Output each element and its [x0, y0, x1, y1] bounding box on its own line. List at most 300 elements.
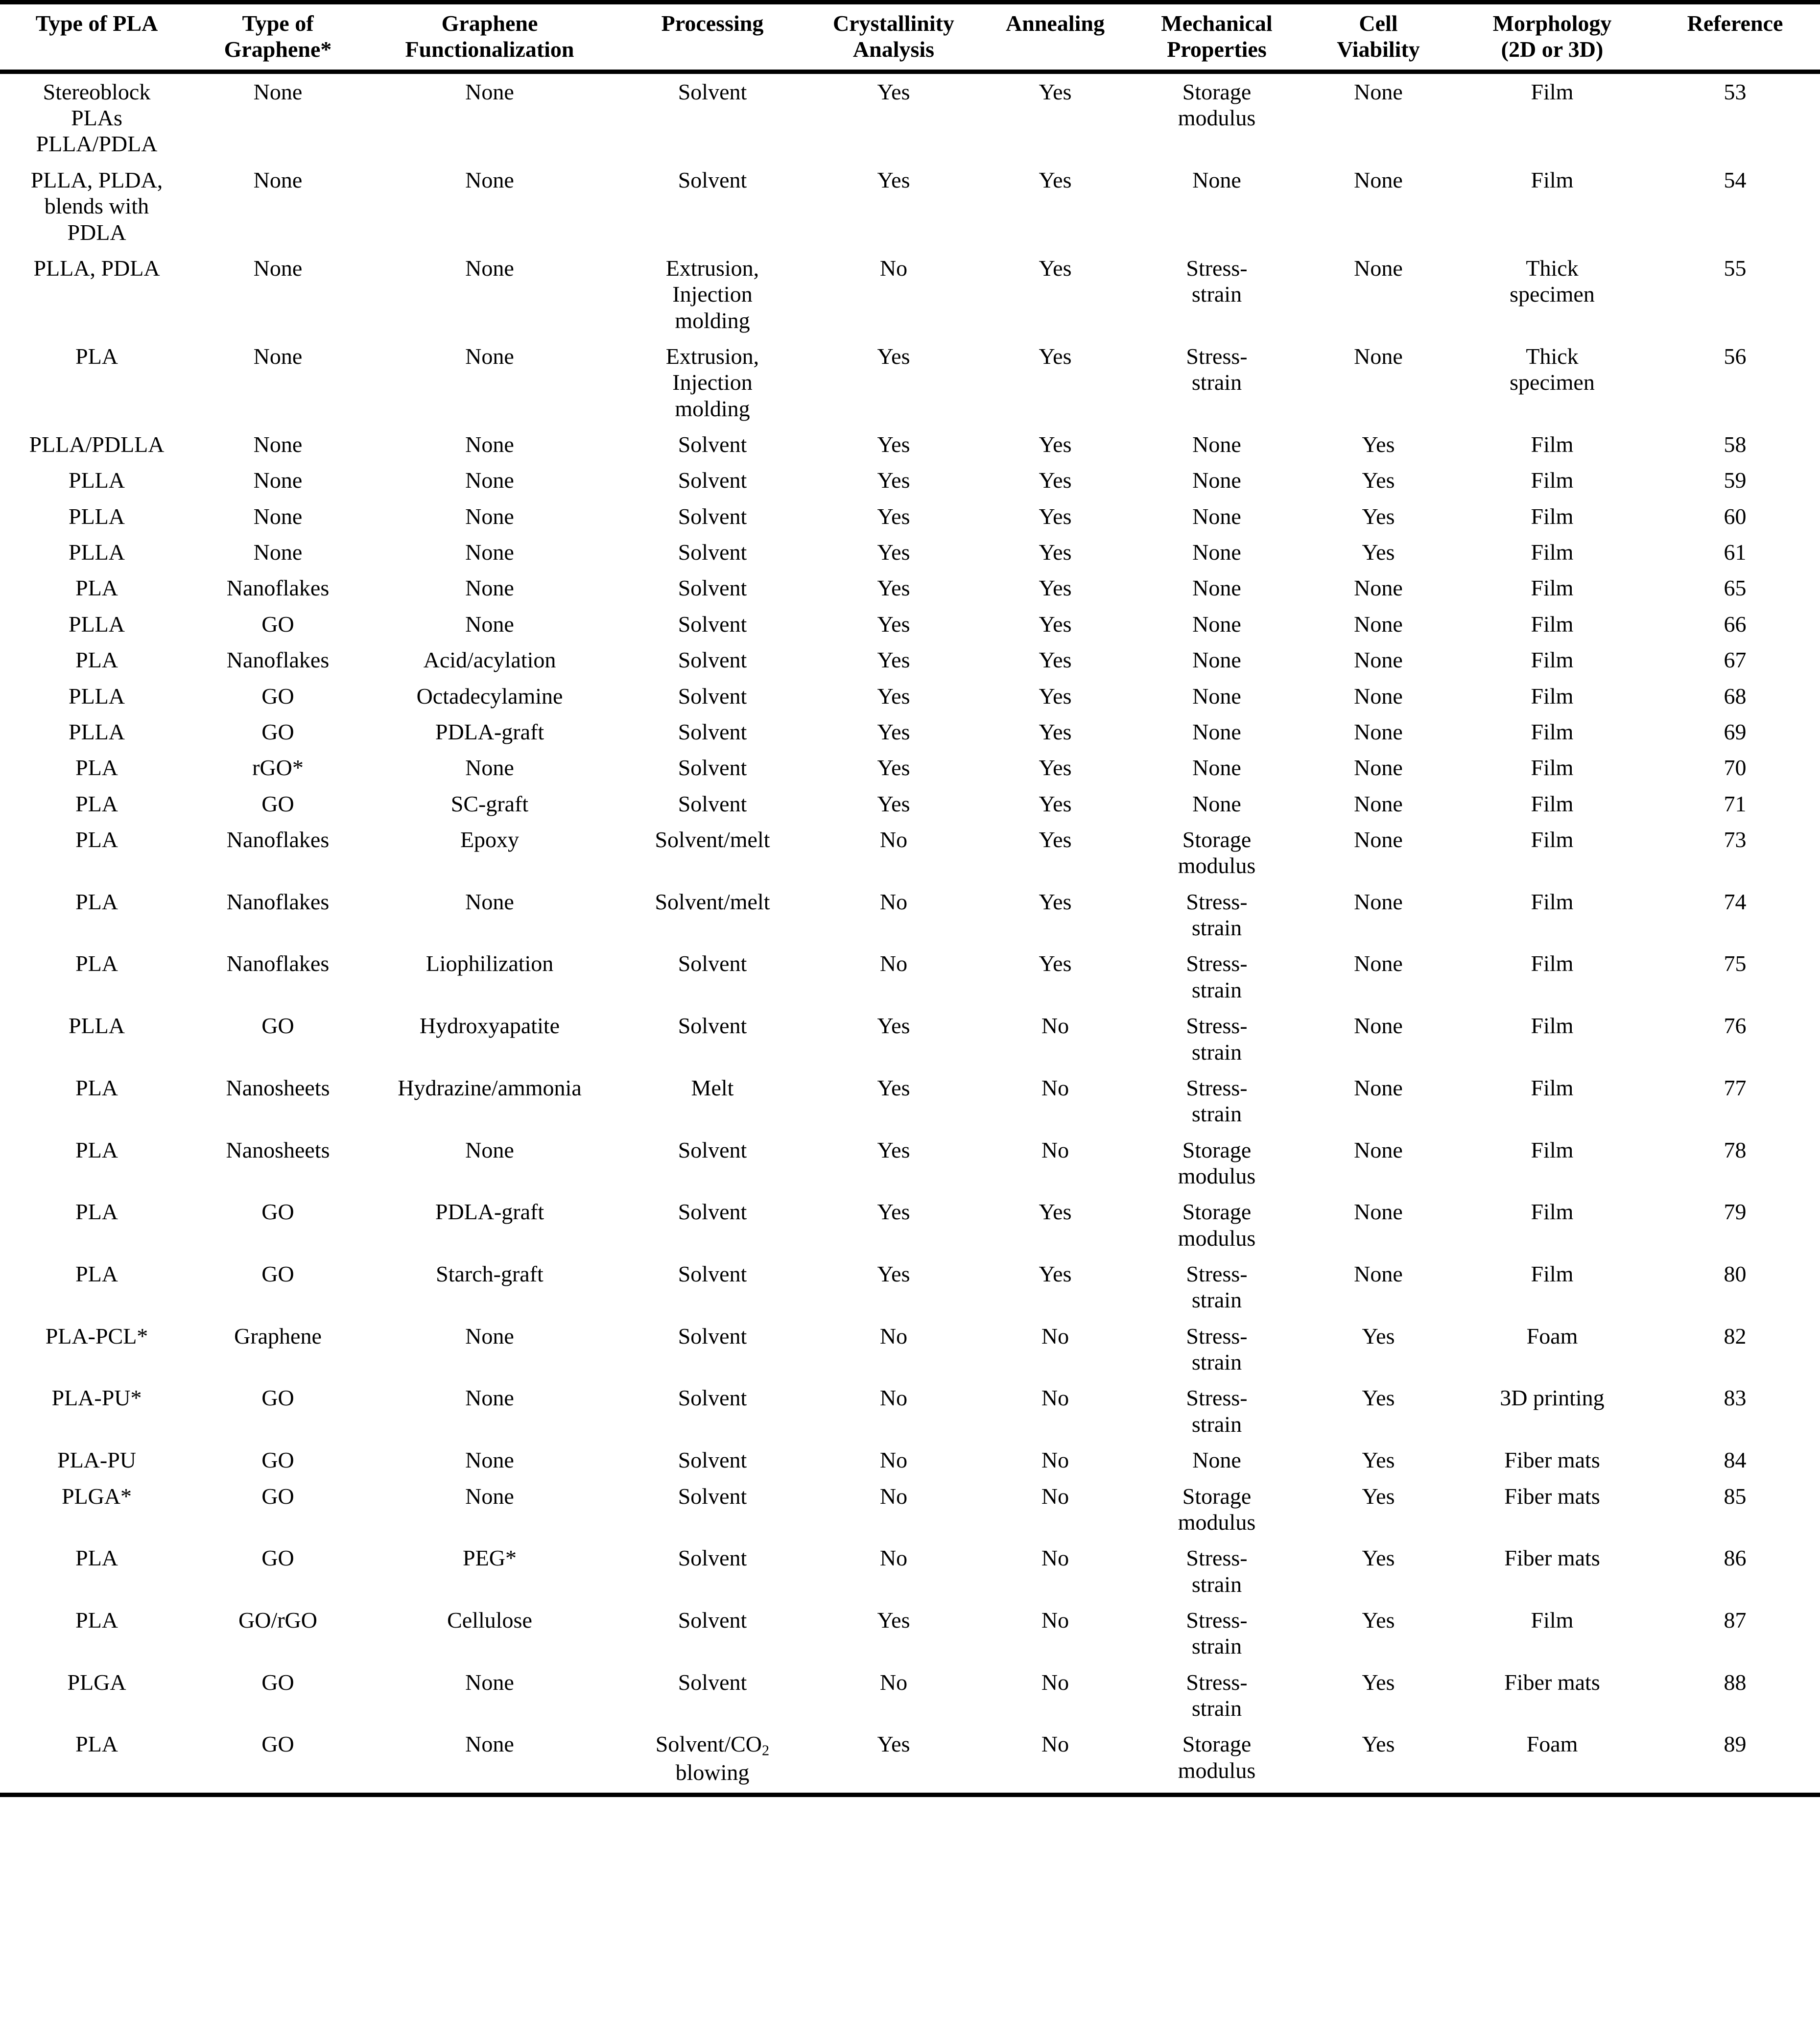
cell-line: PLLA, PLDA, — [30, 167, 163, 192]
cell-processing — [617, 678, 808, 714]
cell-type_of_pla — [0, 1256, 193, 1318]
cell-line: Yes — [1039, 540, 1072, 565]
cell-line: Film — [1531, 575, 1574, 601]
cell-type_of_pla — [0, 1602, 193, 1664]
cell-line: None — [465, 755, 514, 781]
cell-line: 87 — [1724, 1607, 1747, 1633]
cell-processing — [617, 884, 808, 946]
cell-line: No — [879, 1545, 908, 1571]
cell-line: GO — [261, 1385, 294, 1411]
cell-crystallinity_analysis — [808, 462, 979, 498]
cell-line: strain — [1191, 1411, 1242, 1437]
cell-type_of_graphene — [193, 1132, 362, 1194]
cell-crystallinity_analysis — [808, 71, 979, 162]
cell-cell_viability — [1302, 498, 1454, 534]
column-header-mechanical_properties — [1131, 2, 1302, 72]
cell-line: PLLA/PDLLA — [29, 432, 165, 457]
cell-line: 65 — [1724, 575, 1747, 601]
cell-line: Yes — [1039, 889, 1072, 914]
cell-processing — [617, 338, 808, 426]
cell-processing — [617, 1442, 808, 1478]
cell-line: PDLA-graft — [435, 1199, 544, 1225]
cell-cell_viability — [1302, 1478, 1454, 1540]
cell-line: Film — [1531, 1137, 1574, 1162]
cell-morphology — [1454, 462, 1650, 498]
cell-mechanical_properties — [1131, 606, 1302, 642]
cell-line: Nanoflakes — [226, 889, 330, 914]
cell-mechanical_properties — [1131, 1478, 1302, 1540]
cell-line: None — [465, 167, 514, 192]
cell-line: No — [1041, 1323, 1069, 1349]
cell-cell_viability — [1302, 786, 1454, 822]
cell-type_of_pla — [0, 534, 193, 570]
cell-line: Yes — [1039, 611, 1072, 637]
cell-morphology — [1454, 498, 1650, 534]
cell-line: Yes — [877, 1261, 910, 1287]
cell-line: Yes — [1362, 1669, 1395, 1695]
cell-line: No — [1041, 1731, 1069, 1757]
cell-processing — [617, 1380, 808, 1442]
cell-line: GO — [261, 1483, 294, 1509]
cell-type_of_graphene — [193, 1726, 362, 1795]
cell-line: Storage — [1182, 1137, 1252, 1162]
table-row — [0, 426, 1820, 462]
cell-type_of_pla — [0, 1380, 193, 1442]
cell-crystallinity_analysis — [808, 1318, 979, 1380]
cell-line: molding — [675, 396, 750, 421]
cell-processing — [617, 570, 808, 606]
cell-reference — [1650, 678, 1820, 714]
cell-reference — [1650, 1318, 1820, 1380]
cell-line: None — [253, 79, 303, 104]
cell-annealing — [979, 570, 1131, 606]
cell-line: Yes — [877, 647, 910, 673]
cell-reference — [1650, 1478, 1820, 1540]
cell-type_of_graphene — [193, 1380, 362, 1442]
cell-line: None — [1354, 683, 1403, 709]
cell-line: Hydrazine/ammonia — [398, 1075, 582, 1100]
cell-line: Epoxy — [460, 827, 520, 852]
cell-processing — [617, 1256, 808, 1318]
cell-morphology — [1454, 250, 1650, 338]
cell-line: 71 — [1724, 791, 1747, 816]
cell-annealing — [979, 750, 1131, 785]
cell-line: GO — [261, 683, 294, 709]
cell-morphology — [1454, 570, 1650, 606]
cell-mechanical_properties — [1131, 338, 1302, 426]
table-row — [0, 1478, 1820, 1540]
cell-graphene_functionalization — [362, 1380, 617, 1442]
cell-line: None — [1354, 951, 1403, 976]
cell-line: None — [465, 432, 514, 457]
cell-mechanical_properties — [1131, 1664, 1302, 1727]
cell-type_of_pla — [0, 606, 193, 642]
cell-cell_viability — [1302, 1318, 1454, 1380]
cell-annealing — [979, 498, 1131, 534]
cell-line: rGO* — [252, 755, 304, 781]
cell-line: Yes — [1039, 575, 1072, 601]
cell-line: None — [465, 889, 514, 914]
column-header-morphology — [1454, 2, 1650, 72]
cell-line: None — [1354, 1075, 1403, 1100]
cell-line: Fiber mats — [1504, 1545, 1600, 1571]
cell-line: molding — [675, 308, 750, 333]
cell-line: Foam — [1526, 1731, 1578, 1757]
cell-reference — [1650, 462, 1820, 498]
cell-morphology — [1454, 1008, 1650, 1070]
table-row — [0, 1442, 1820, 1478]
cell-crystallinity_analysis — [808, 534, 979, 570]
cell-morphology — [1454, 786, 1650, 822]
cell-processing — [617, 642, 808, 678]
cell-processing — [617, 1194, 808, 1256]
cell-annealing — [979, 1540, 1131, 1602]
cell-line: PLLA — [69, 503, 125, 529]
cell-line: None — [1192, 647, 1241, 673]
cell-line: Yes — [877, 1013, 910, 1039]
cell-graphene_functionalization — [362, 1602, 617, 1664]
cell-line: Stereoblock — [43, 79, 151, 104]
cell-crystallinity_analysis — [808, 884, 979, 946]
cell-processing — [617, 71, 808, 162]
cell-line: Film — [1531, 683, 1574, 709]
cell-line: GO/rGO — [238, 1607, 317, 1633]
cell-line: Film — [1531, 1261, 1574, 1287]
cell-reference — [1650, 822, 1820, 884]
cell-morphology — [1454, 1478, 1650, 1540]
cell-type_of_graphene — [193, 338, 362, 426]
cell-type_of_graphene — [193, 678, 362, 714]
cell-line: PLA — [75, 575, 118, 601]
cell-type_of_pla — [0, 1318, 193, 1380]
cell-morphology — [1454, 1070, 1650, 1132]
cell-cell_viability — [1302, 462, 1454, 498]
cell-line: Yes — [1039, 167, 1072, 192]
cell-cell_viability — [1302, 1540, 1454, 1602]
cell-line: Yes — [1039, 827, 1072, 852]
cell-line: None — [465, 255, 514, 281]
cell-line: PLA-PU* — [51, 1385, 142, 1411]
cell-line: 79 — [1724, 1199, 1747, 1225]
cell-crystallinity_analysis — [808, 1540, 979, 1602]
cell-crystallinity_analysis — [808, 1380, 979, 1442]
cell-line: GO — [261, 1447, 294, 1473]
cell-graphene_functionalization — [362, 1194, 617, 1256]
cell-processing — [617, 1602, 808, 1664]
cell-line: No — [1041, 1607, 1069, 1633]
cell-mechanical_properties — [1131, 250, 1302, 338]
cell-line: Yes — [877, 791, 910, 816]
column-header-line: Processing — [661, 11, 764, 36]
cell-cell_viability — [1302, 1380, 1454, 1442]
cell-annealing — [979, 71, 1131, 162]
cell-line: GO — [261, 1669, 294, 1695]
cell-reference — [1650, 71, 1820, 162]
cell-processing — [617, 498, 808, 534]
cell-line: 75 — [1724, 951, 1747, 976]
cell-line: strain — [1191, 1350, 1242, 1375]
cell-cell_viability — [1302, 822, 1454, 884]
cell-annealing — [979, 786, 1131, 822]
cell-annealing — [979, 1602, 1131, 1664]
cell-line: PLLA — [69, 468, 125, 493]
cell-line: 56 — [1724, 343, 1747, 369]
cell-annealing — [979, 1008, 1131, 1070]
cell-morphology — [1454, 1664, 1650, 1727]
column-header-graphene_functionalization — [362, 2, 617, 72]
cell-line: Melt — [691, 1075, 734, 1100]
cell-annealing — [979, 462, 1131, 498]
cell-morphology — [1454, 750, 1650, 785]
column-header-line: Cell — [1359, 11, 1398, 36]
cell-line: 53 — [1724, 79, 1747, 104]
cell-mechanical_properties — [1131, 750, 1302, 785]
cell-line: None — [465, 1385, 514, 1411]
cell-line: PLA — [75, 1607, 118, 1633]
cell-line: None — [465, 1669, 514, 1695]
cell-line: Stress- — [1186, 1323, 1248, 1349]
cell-type_of_pla — [0, 1540, 193, 1602]
cell-line: Solvent — [678, 1447, 747, 1473]
table-row — [0, 1664, 1820, 1727]
cell-mechanical_properties — [1131, 642, 1302, 678]
cell-line: PLA-PCL* — [45, 1323, 148, 1349]
cell-line: strain — [1191, 915, 1242, 941]
cell-mechanical_properties — [1131, 1318, 1302, 1380]
cell-line: Fiber mats — [1504, 1447, 1600, 1473]
cell-reference — [1650, 338, 1820, 426]
cell-crystallinity_analysis — [808, 822, 979, 884]
cell-annealing — [979, 1256, 1131, 1318]
cell-line: Film — [1531, 1013, 1574, 1039]
cell-morphology — [1454, 1380, 1650, 1442]
cell-processing — [617, 1318, 808, 1380]
cell-processing — [617, 1478, 808, 1540]
cell-line: No — [879, 1483, 908, 1509]
table-row — [0, 786, 1820, 822]
cell-cell_viability — [1302, 1602, 1454, 1664]
cell-type_of_pla — [0, 1008, 193, 1070]
cell-annealing — [979, 426, 1131, 462]
cell-crystallinity_analysis — [808, 750, 979, 785]
cell-type_of_pla — [0, 786, 193, 822]
cell-line: None — [1354, 827, 1403, 852]
cell-line: Yes — [1039, 343, 1072, 369]
table-row — [0, 606, 1820, 642]
cell-line: Stress- — [1186, 889, 1248, 914]
cell-graphene_functionalization — [362, 786, 617, 822]
cell-line: 60 — [1724, 503, 1747, 529]
cell-line: No — [879, 1669, 908, 1695]
cell-reference — [1650, 1132, 1820, 1194]
cell-graphene_functionalization — [362, 606, 617, 642]
cell-type_of_graphene — [193, 714, 362, 750]
cell-line: modulus — [1178, 1509, 1256, 1535]
cell-morphology — [1454, 678, 1650, 714]
cell-morphology — [1454, 1442, 1650, 1478]
cell-line: Nanosheets — [226, 1075, 330, 1100]
cell-mechanical_properties — [1131, 1070, 1302, 1132]
cell-line: Solvent — [678, 683, 747, 709]
cell-annealing — [979, 534, 1131, 570]
cell-line: Yes — [877, 540, 910, 565]
cell-line: 86 — [1724, 1545, 1747, 1571]
column-header-line: (2D or 3D) — [1501, 37, 1604, 62]
cell-line: Yes — [1362, 432, 1395, 457]
cell-line: PLGA* — [61, 1483, 132, 1509]
cell-processing — [617, 822, 808, 884]
cell-morphology — [1454, 946, 1650, 1008]
table-row — [0, 642, 1820, 678]
cell-type_of_pla — [0, 642, 193, 678]
cell-type_of_graphene — [193, 250, 362, 338]
cell-line: None — [253, 255, 303, 281]
cell-reference — [1650, 750, 1820, 785]
cell-line: Solvent — [678, 611, 747, 637]
column-header-line: Graphene — [441, 11, 538, 36]
cell-line: None — [1354, 343, 1403, 369]
cell-crystallinity_analysis — [808, 250, 979, 338]
cell-line: Stress- — [1186, 1545, 1248, 1571]
cell-line: None — [1192, 683, 1241, 709]
cell-graphene_functionalization — [362, 1540, 617, 1602]
cell-reference — [1650, 426, 1820, 462]
cell-line: Film — [1531, 167, 1574, 192]
column-header-line: Type of PLA — [35, 11, 158, 36]
table-row — [0, 822, 1820, 884]
cell-line: Solvent — [678, 1261, 747, 1287]
table-row — [0, 884, 1820, 946]
cell-line: Solvent — [678, 1137, 747, 1162]
cell-graphene_functionalization — [362, 1726, 617, 1795]
cell-mechanical_properties — [1131, 1602, 1302, 1664]
cell-line: PLLA/PDLA — [36, 131, 158, 157]
cell-line: Film — [1531, 1075, 1574, 1100]
table-row — [0, 1008, 1820, 1070]
cell-line: strain — [1191, 1696, 1242, 1721]
table-row — [0, 714, 1820, 750]
column-header-line: Type of — [242, 11, 314, 36]
cell-line: Yes — [1362, 503, 1395, 529]
table-row — [0, 71, 1820, 162]
table-row — [0, 1540, 1820, 1602]
cell-graphene_functionalization — [362, 946, 617, 1008]
table-row — [0, 678, 1820, 714]
cell-line: PLA — [75, 791, 118, 816]
cell-reference — [1650, 1194, 1820, 1256]
cell-line: PLA — [75, 1075, 118, 1100]
cell-line: Film — [1531, 755, 1574, 781]
cell-line: Yes — [1039, 255, 1072, 281]
cell-line: None — [1354, 889, 1403, 914]
cell-type_of_graphene — [193, 462, 362, 498]
cell-type_of_pla — [0, 162, 193, 250]
cell-type_of_graphene — [193, 498, 362, 534]
cell-graphene_functionalization — [362, 570, 617, 606]
cell-line: 89 — [1724, 1731, 1747, 1757]
cell-line: Yes — [877, 683, 910, 709]
cell-reference — [1650, 498, 1820, 534]
cell-graphene_functionalization — [362, 338, 617, 426]
cell-line: 78 — [1724, 1137, 1747, 1162]
cell-cell_viability — [1302, 1132, 1454, 1194]
cell-mechanical_properties — [1131, 1256, 1302, 1318]
cell-line: None — [465, 575, 514, 601]
cell-line: None — [1192, 791, 1241, 816]
cell-line: Yes — [1039, 755, 1072, 781]
cell-line: 82 — [1724, 1323, 1747, 1349]
cell-line: 61 — [1724, 540, 1747, 565]
cell-crystallinity_analysis — [808, 678, 979, 714]
cell-cell_viability — [1302, 1442, 1454, 1478]
cell-line: No — [879, 951, 908, 976]
cell-line: GO — [261, 1199, 294, 1225]
cell-line: None — [465, 503, 514, 529]
cell-line: PLA — [75, 951, 118, 976]
column-header-line: Morphology — [1492, 11, 1612, 36]
column-header-cell_viability — [1302, 2, 1454, 72]
cell-line: None — [253, 167, 303, 192]
cell-processing — [617, 750, 808, 785]
cell-line: Film — [1531, 827, 1574, 852]
cell-annealing — [979, 1442, 1131, 1478]
table-row — [0, 462, 1820, 498]
cell-line: PLA — [75, 1545, 118, 1571]
cell-graphene_functionalization — [362, 426, 617, 462]
cell-line: Nanoflakes — [226, 575, 330, 601]
cell-annealing — [979, 1478, 1131, 1540]
cell-type_of_pla — [0, 750, 193, 785]
cell-line: None — [1354, 755, 1403, 781]
cell-line: None — [1354, 1013, 1403, 1039]
cell-line: Solvent — [678, 1199, 747, 1225]
column-header-line: Functionalization — [405, 37, 574, 62]
cell-line: Nanosheets — [226, 1137, 330, 1162]
cell-mechanical_properties — [1131, 534, 1302, 570]
cell-line: GO — [261, 1261, 294, 1287]
cell-line: strain — [1191, 977, 1242, 1002]
cell-graphene_functionalization — [362, 750, 617, 785]
cell-line: None — [1354, 1199, 1403, 1225]
cell-line: Solvent/melt — [655, 889, 770, 914]
cell-type_of_graphene — [193, 606, 362, 642]
cell-morphology — [1454, 1318, 1650, 1380]
column-header-annealing — [979, 2, 1131, 72]
cell-crystallinity_analysis — [808, 1070, 979, 1132]
cell-line: PLA-PU — [57, 1447, 137, 1473]
cell-mechanical_properties — [1131, 714, 1302, 750]
cell-reference — [1650, 1540, 1820, 1602]
cell-morphology — [1454, 338, 1650, 426]
cell-crystallinity_analysis — [808, 786, 979, 822]
cell-line: PLA — [75, 827, 118, 852]
cell-crystallinity_analysis — [808, 1478, 979, 1540]
cell-line: Extrusion, — [665, 343, 759, 369]
cell-line: Injection — [672, 370, 753, 395]
cell-line: modulus — [1178, 853, 1256, 878]
cell-line: specimen — [1510, 370, 1595, 395]
cell-line: Yes — [1039, 683, 1072, 709]
cell-type_of_graphene — [193, 786, 362, 822]
cell-line: Injection — [672, 282, 753, 307]
cell-processing — [617, 1664, 808, 1727]
cell-line: Film — [1531, 791, 1574, 816]
cell-type_of_pla — [0, 822, 193, 884]
cell-line: Yes — [1362, 1483, 1395, 1509]
cell-annealing — [979, 714, 1131, 750]
cell-morphology — [1454, 1194, 1650, 1256]
cell-graphene_functionalization — [362, 1664, 617, 1727]
